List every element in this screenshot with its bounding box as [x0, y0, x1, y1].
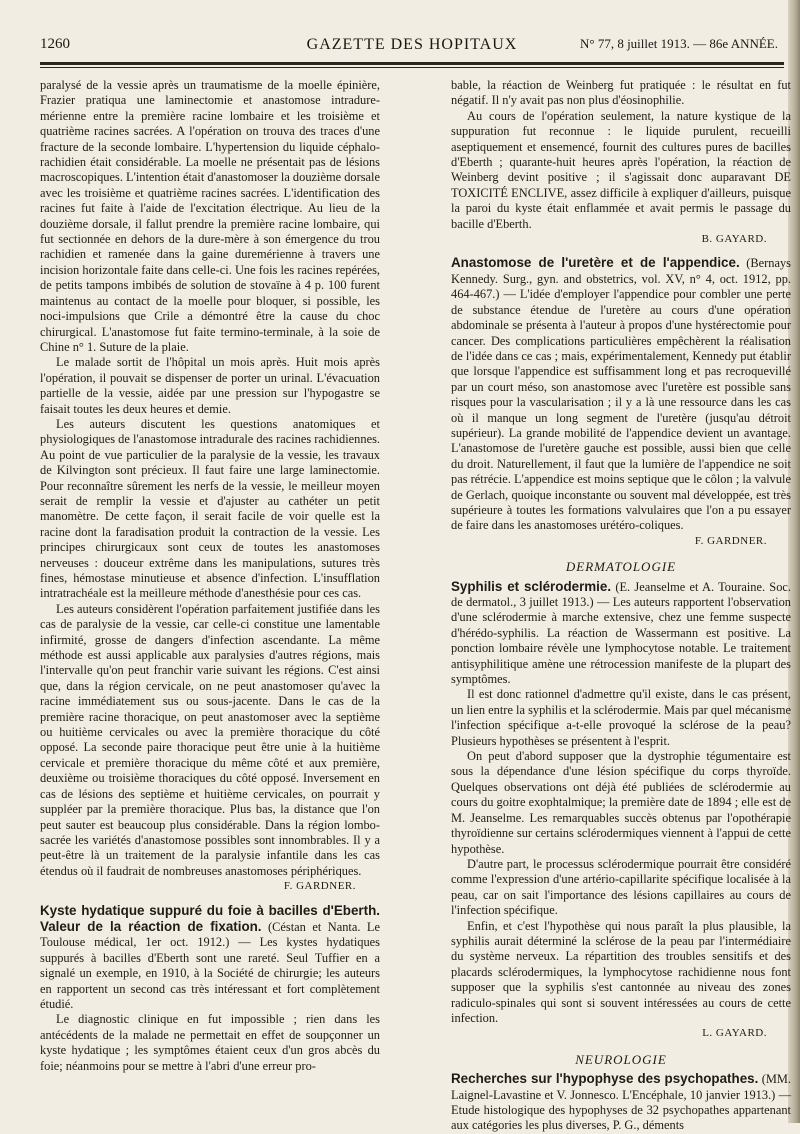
article-title: Syphilis et sclérodermie. — [451, 578, 612, 594]
article-citation: (MM. Laignel-Lavastine et V. Jonnesco. L'Encéphale, 10 janvier 1913.) — [451, 1072, 791, 1102]
paragraph: D'autre part, le processus sclérodermique pourrait être considéré comme l'expression d'une artério-capillarite spécifique localisée à la peau, car on sait l'importance des lésions capillaires au cours de l'infection spécifique. — [451, 856, 791, 918]
article-heading — [451, 255, 791, 533]
paragraph: Les auteurs discutent les questions anatomiques et physiologiques de l'anastomose intradurale des racines rachidiennes. Au point de vue particulier de la paralysie de la vessie, les travaux de Kilvington sont précieux. Il faut faire une large laminectomie. Pour reconnaître sûrement les nerfs de la vessie, le meilleur moyen serait de remplir la vessie et d'ajuster au cathéter un petit manomètre. De cette façon, il serait facile de voir quelle est la racine dont la faradisation produit la contraction de la vessie. Les principes chirurgicaux sont ceux de toutes les anastomoses nerveuses : douceur extrême dans les manipulations, sutures très fines, hémostase minutieuse et absence d'infection. L'insufflation intratrachéale est la meilleure méthode d'anesthésie pour ces cas. — [40, 416, 380, 601]
article-citation: (Céstan et Nanta. Le Toulouse médical, 1er oct. 1912.) — [40, 919, 380, 950]
article-text: — Etude histologique des hypophyses de 32 psychopathes appartenant aux catégories les plus diverses, P. G., déments — [451, 1087, 791, 1133]
article-title: Kyste hydatique suppuré du foie à bacilles d'Eberth. Valeur de la réaction de fixation. — [40, 902, 380, 934]
article-text: — Les kystes hydatiques suppurés à bacilles d'Eberth sont une rareté. Seul Tuffier en a signalé un exemple, en 1910, à la Société de chirurgie; les auteurs en rapportent un second cas très intéressant et fort complètement étudié. — [40, 935, 381, 1011]
section-heading: NEUROLOGIE — [575, 1051, 667, 1067]
paragraph: Enfin, et c'est l'hypothèse qui nous paraît la plus plausible, la syphilis aurait déterminé la sclérose de la peau par l'intermédiaire du système nerveux. La répartition des troubles sensitifs et des placards sclérodermiques, la lymphocytose rachidienne nous font supposer que la syphilis s'est cantonnée au niveau des zones radiculo-spinales qui sont si souvent intéressées au cours de cette infection. — [451, 918, 791, 1025]
author-signature: B. GAYARD. — [701, 233, 767, 246]
article-citation: (Bernays Kennedy. Surg., gyn. and obstetrics, vol. XV, n° 4, oct. 1912, pp. 464-467.) — [451, 256, 791, 302]
article-title: Anastomose de l'uretère et de l'appendice. — [451, 255, 740, 271]
paragraph: Le malade sortit de l'hôpital un mois après. Huit mois après l'opération, il pouvait se dispenser de porter un urinal. L'évacuation partielle de la vessie, aidée par une pression sur l'hypogastre se faisait toutes les deux heures et demie. — [40, 355, 380, 416]
page-header — [40, 36, 784, 60]
section-heading: DERMATOLOGIE — [565, 559, 677, 575]
article-heading — [451, 1071, 791, 1134]
author-signature: F. GARDNER. — [283, 880, 356, 893]
paragraph: Il est donc rationnel d'admettre qu'il existe, dans le cas présent, un lien entre la syphilis et la sclérodermie. Mais par quel mécanisme l'infection spécifique a-t-elle provoqué la sclérose de la peau? Plusieurs hypothèses se présentent à l'esprit. — [451, 687, 791, 748]
page-number: 1260 — [40, 36, 70, 52]
paragraph: Au cours de l'opération seulement, la nature kystique de la suppuration fut reconnue : le liquide purulent, recueilli aseptiquement et ensemencé, fournit des cultures pures de bacilles d'Eberth ; quarante-huit heures après l'opération, la réaction de Weinberg devint positive ; il s'agissait donc auparavant DE TOXICITÉ ENCLIVE, assez difficile à expliquer d'ailleurs, puisque la paroi du kyste était enflammée et avait permis le passage du bacille d'Eberth. — [451, 108, 791, 231]
article-text: — Les auteurs rapportent l'observation d'une sclérodermie à marche extensive, chez une femme suspecte d'hérédo-syphilis. La réaction de Wassermann est positive. La ponction lombaire révèle une lymphocytose notable. Le traitement antisyphilitique amène une rétrocession manifeste de la plupart des symptômes. — [451, 595, 791, 687]
right-column — [451, 78, 791, 1133]
issue-info: N° 77, 8 juillet 1913. — 86e ANNÉE. — [579, 36, 778, 51]
article-title: Recherches sur l'hypophyse des psychopathes. — [451, 1071, 759, 1087]
article-text: — L'idée d'employer l'appendice pour combler une perte de substance étendue de l'uretère au cours d'une opération abdominale se présenta à l'auteur à propos d'une hystérectomie pour cancer. Des complications particulières empêchèrent la réalisation de l'idée dans ce cas ; mais, expérimentalement, Kennedy put établir que lorsque l'appendice est suffisamment long et pas recroquevillé par un court méso, son anastomose avec l'uretère est possible sans risques pour la vascularisation ; il y a là une ressource dans les cas où il manque un long segment de l'uretère (jusqu'au détroit supérieur). La grande mobilité de l'appendice devient un avantage. L'anastomose de l'uretère gauche est possible, aussi bien que celle du droit. Naturellement, il faut que la lumière de l'appendice ne soit pas rétrécie. L'appendice est moins septique que le côlon ; la valvule de Gerlach, quoique inconstante ou souvent mal développée, est très supérieure à toutes les formations valvulaires que l'on a pu essayer de faire dans les anastomoses urétéro-coliques. — [451, 287, 791, 533]
paragraph: bable, la réaction de Weinberg fut pratiquée : le résultat en fut négatif. Il n'y avait pas non plus d'éosinophilie. — [451, 78, 791, 108]
header-rule — [40, 62, 784, 65]
journal-title: GAZETTE DES HOPITAUX — [306, 36, 518, 53]
author-signature: L. GAYARD. — [702, 1027, 767, 1040]
paragraph: Le diagnostic clinique en fut impossible ; rien dans les antécédents de la malade ne permettait en effet de soupçonner un kyste hydatique ; les symptômes étaient ceux d'un gros abcès du foie; néanmoins pour se mettre à l'abri d'une erreur pro- — [40, 1012, 380, 1073]
header-rule-thin — [40, 67, 784, 68]
article-citation: (E. Jeanselme et A. Touraine. Soc. de dermatol., 3 juillet 1913.) — [451, 579, 791, 609]
author-signature: F. GARDNER. — [694, 534, 767, 547]
article-heading — [40, 903, 380, 1013]
left-column — [40, 78, 380, 1108]
paragraph: On peut d'abord supposer que la dystrophie tégumentaire est sous la dépendance d'une lésion spécifique du corps thyroïde. Quelques observations ont déjà été publiées de sclérodermie au cours du goitre exophtalmique; la première date de 1894 ; elle est de M. Jeanselme. Les remarquables succès obtenus par l'opothérapie thyroïdienne sur certains sclérodermiques viennent à l'appui de cette hypothèse. — [451, 749, 791, 856]
paragraph: Les auteurs considèrent l'opération parfaitement justifiée dans les cas de paralysie de la vessie, car celle-ci constitue une lamentable infirmité, grosse de dangers d'infection ascendante. La même méthode est aussi applicable aux paralysies d'autres régions, mais l'intervalle qu'on peut franchir varie suivant les régions. C'est ainsi que, dans la région cervicale, on ne peut anastomoser qu'avec la racine immédiatement sus ou sous-jacente. Dans le cas de la première racine thoracique, on peut anastomoser avec la septième ou huitième cervicales ou avec la première thoracique du côté opposé. La seconde paire thoracique peut être unie à la huitième cervicale et première thoracique du même côté et aux première, deuxième ou troisième thoraciques du côté opposé. Inversement en cas de lésions des septième et huitième cervicales, on pourrait y suppléer par la première thoracique. Plus bas, la distance que l'on peut sauter est beaucoup plus considérable. Dans la région lombo-sacrée les variétés d'anastomose possibles sont innombrables. Il y a peut-être là un traitement de la paralysie infantile dans les cas étendus où il faudrait de nombreuses anastomoses périphériques. — [40, 601, 380, 878]
paragraph: paralysé de la vessie après un traumatisme de la moelle épinière, Frazier pratiqua une laminectomie et anastomose intradure-mérienne entre la première racine lombaire et les troisième et quatrième racines sacrées. A l'opération on trouva des traces d'une fracture de la seconde lombaire. L'hypertension du liquide céphalo-rachidien était considérable. La moelle ne présentait pas de lésions macroscopiques. L'intention était d'anastomoser la douzième dorsale avec les troisième et quatrième racines sacrées. L'identification des racines fut faite à l'aide de l'excitation électrique. Au lieu de la douzième dorsale, il fallut prendre la première racine lombaire, qui fut sectionnée en dehors de la dure-mère à son émergence du trou rachidien et ramenée dans la gaine duremérienne à travers une incision horizontale faite dans celle-ci. Une fois les racines repérées, de petits tampons imbibés de solution de stovaïne à 4 p. 100 furent maintenus au contact de la moelle pour bloquer, si possible, les noci-impulsions que Crile a démontré être la cause du choc chirurgical. L'anastomose fut faite termino-terminale, à la soie de Chine n° 1. Suture de la plaie. — [40, 78, 380, 354]
article-heading — [451, 579, 791, 688]
